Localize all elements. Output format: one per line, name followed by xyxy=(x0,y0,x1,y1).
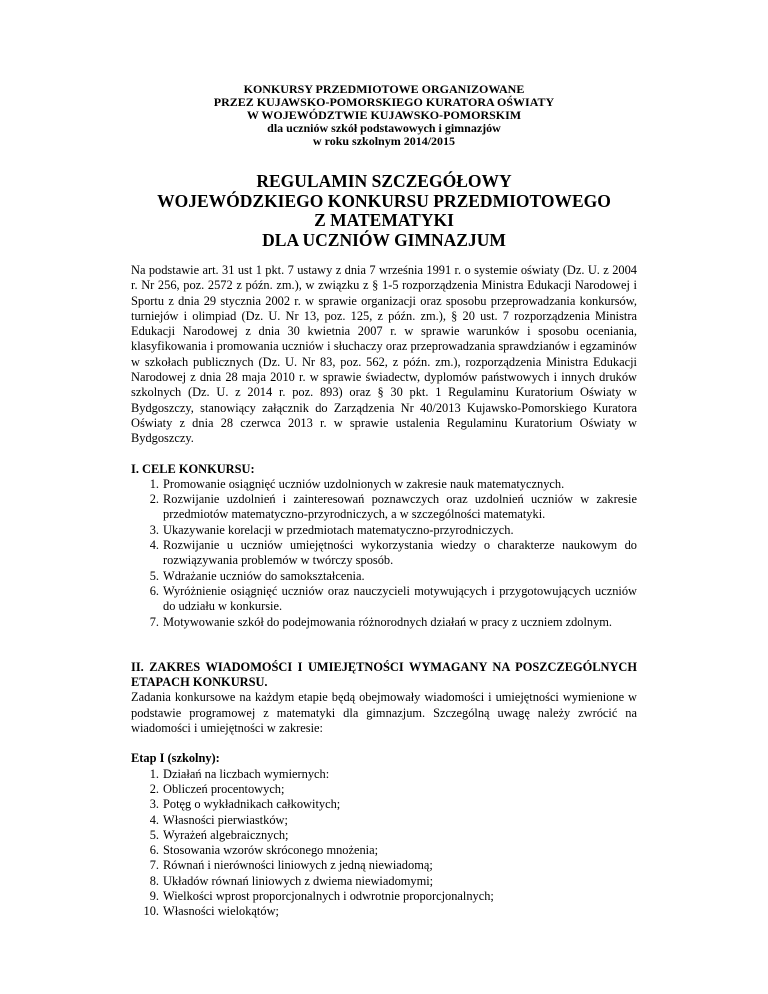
scope-paragraph: Zadania konkursowe na każdym etapie będą obejmowały wiadomości i umiejętności wymienione w podstawie programowej z matematyki dla gimnazjum. Szczególną uwagę należy zwrócić na wiadomości i umiejętności w zakresie: xyxy=(131,690,637,736)
list-item-text: Rozwijanie uzdolnień i zainteresowań poznawczych oraz uzdolnień uczniów w zakresie przedmiotów matematyczno-przyrodniczych, a w szczególności matematyki. xyxy=(163,492,637,522)
list-item-text: Układów równań liniowych z dwiema niewiadomymi; xyxy=(163,873,434,888)
list-item-text: Wyrażeń algebraicznych; xyxy=(163,827,289,842)
stage-list xyxy=(131,767,637,920)
header-line: PRZEZ KUJAWSKO-POMORSKIEGO KURATORA OŚWIATY xyxy=(213,95,555,109)
list-item xyxy=(131,538,637,569)
list-item-text: Równań i nierówności liniowych z jedną niewiadomą; xyxy=(163,858,433,873)
list-item-text: Rozwijanie u uczniów umiejętności wykorzystania wiedzy o charakterze naukowym do rozwiązywania problemów w twórczy sposób. xyxy=(163,538,637,568)
list-number: 1. xyxy=(149,476,159,491)
list-number: 4. xyxy=(149,538,159,553)
title-line: REGULAMIN SZCZEGÓŁOWY xyxy=(256,171,512,191)
list-item xyxy=(131,904,637,919)
list-item-text: Obliczeń procentowych; xyxy=(163,781,285,796)
list-item-text: Wielkości wprost proporcjonalnych i odwrotnie proporcjonalnych; xyxy=(163,888,494,903)
list-item-text: Ukazywanie korelacji w przedmiotach matematyczno-przyrodniczych. xyxy=(163,522,514,537)
list-number: 3. xyxy=(149,522,159,537)
list-number: 6. xyxy=(149,583,159,598)
header-line: KONKURSY PRZEDMIOTOWE ORGANIZOWANE xyxy=(243,82,525,96)
document-title xyxy=(0,172,768,250)
list-item xyxy=(131,584,637,615)
list-number: 7. xyxy=(149,858,159,873)
list-item xyxy=(131,874,637,889)
list-item xyxy=(131,797,637,812)
list-number: 5. xyxy=(149,568,159,583)
list-item-text: Motywowanie szkół do podejmowania różnorodnych działań w pracy z uczniem zdolnym. xyxy=(163,614,613,629)
list-item xyxy=(131,828,637,843)
intro-paragraph: Na podstawie art. 31 ust 1 pkt. 7 ustawy z dnia 7 września 1991 r. o systemie oświaty (Dz. U. z 2004 r. Nr 256, poz. 2572 z późn. zm.), w związku z § 1-5 rozporządzenia Ministra Edukacji Narodowej i Sportu z dnia 29 stycznia 2002 r. w sprawie organizacji oraz sposobu przeprowadzania konkursów, turniejów i olimpiad (Dz. U. Nr 13, poz. 125, z późn. zm.), § 20 ust. 7 rozporządzenia Ministra Edukacji Narodowej z dnia 30 kwietnia 2007 r. w sprawie warunków i sposobu oceniania, klasyfikowania i promowania uczniów i słuchaczy oraz przeprowadzania sprawdzianów i egzaminów w szkołach publicznych (Dz. U. Nr 83, poz. 562, z późn. zm.), rozporządzenia Ministra Edukacji Narodowej z dnia 28 maja 2010 r. w sprawie świadectw, dyplomów państwowych i innych druków szkolnych (Dz. U. z 2014 r. poz. 893) oraz § 30 pkt. 1 Regulaminu Kuratorium Oświaty w Bydgoszczy, stanowiący załącznik do Zarządzenia Nr 40/2013 Kujawsko-Pomorskiego Kuratora Oświaty z dnia 28 czerwca 2013 r. w sprawie ustalenia Regulaminu Kuratorium Oświaty w Bydgoszczy. xyxy=(131,263,637,446)
list-item xyxy=(131,569,637,584)
list-item xyxy=(131,843,637,858)
title-line: WOJEWÓDZKIEGO KONKURSU PRZEDMIOTOWEGO xyxy=(157,190,611,211)
list-number: 8. xyxy=(149,873,159,888)
stage-heading: Etap I (szkolny): xyxy=(131,751,220,766)
list-item xyxy=(131,615,637,630)
document-body xyxy=(131,263,637,920)
list-item-text: Wdrażanie uczniów do samokształcenia. xyxy=(163,568,365,583)
list-item xyxy=(131,477,637,492)
list-item-text: Własności wielokątów; xyxy=(163,904,279,919)
title-line: DLA UCZNIÓW GIMNAZJUM xyxy=(262,229,506,250)
title-line: Z MATEMATYKI xyxy=(314,210,454,230)
list-item xyxy=(131,767,637,782)
list-item-text: Działań na liczbach wymiernych: xyxy=(163,766,330,781)
list-item xyxy=(131,492,637,523)
header-line: W WOJEWÓDZTWIE KUJAWSKO-POMORSKIM xyxy=(246,108,522,122)
list-item-text: Własności pierwiastków; xyxy=(163,812,288,827)
document-header xyxy=(0,83,768,148)
list-item-text: Promowanie osiągnięć uczniów uzdolnionych w zakresie nauk matematycznych. xyxy=(163,476,565,491)
list-number: 2. xyxy=(149,781,159,796)
list-number: 4. xyxy=(149,812,159,827)
list-item-text: Wyróżnienie osiągnięć uczniów oraz nauczycieli motywujących i przygotowujących uczniów do udziału w konkursie. xyxy=(163,583,637,614)
list-item xyxy=(131,782,637,797)
header-line: dla uczniów szkół podstawowych i gimnazjów xyxy=(267,121,501,135)
list-number: 10. xyxy=(143,904,159,919)
list-number: 6. xyxy=(149,843,159,858)
list-item-text: Potęg o wykładnikach całkowitych; xyxy=(163,797,341,812)
list-number: 5. xyxy=(149,827,159,842)
list-number: 9. xyxy=(149,888,159,903)
section-heading-scope: II. ZAKRES WIADOMOŚCI I UMIEJĘTNOŚCI WYMAGANY NA POSZCZEGÓLNYCH ETAPACH KONKURSU. xyxy=(131,659,637,690)
list-item xyxy=(131,889,637,904)
list-number: 7. xyxy=(149,614,159,629)
list-item-text: Stosowania wzorów skróconego mnożenia; xyxy=(163,843,379,858)
list-item xyxy=(131,813,637,828)
list-number: 1. xyxy=(149,766,159,781)
list-item xyxy=(131,523,637,538)
header-line: w roku szkolnym 2014/2015 xyxy=(312,134,456,148)
section-heading-goals: I. CELE KONKURSU: xyxy=(131,461,255,476)
list-number: 3. xyxy=(149,797,159,812)
goals-list xyxy=(131,477,637,630)
list-number: 2. xyxy=(149,492,159,507)
list-item xyxy=(131,858,637,873)
